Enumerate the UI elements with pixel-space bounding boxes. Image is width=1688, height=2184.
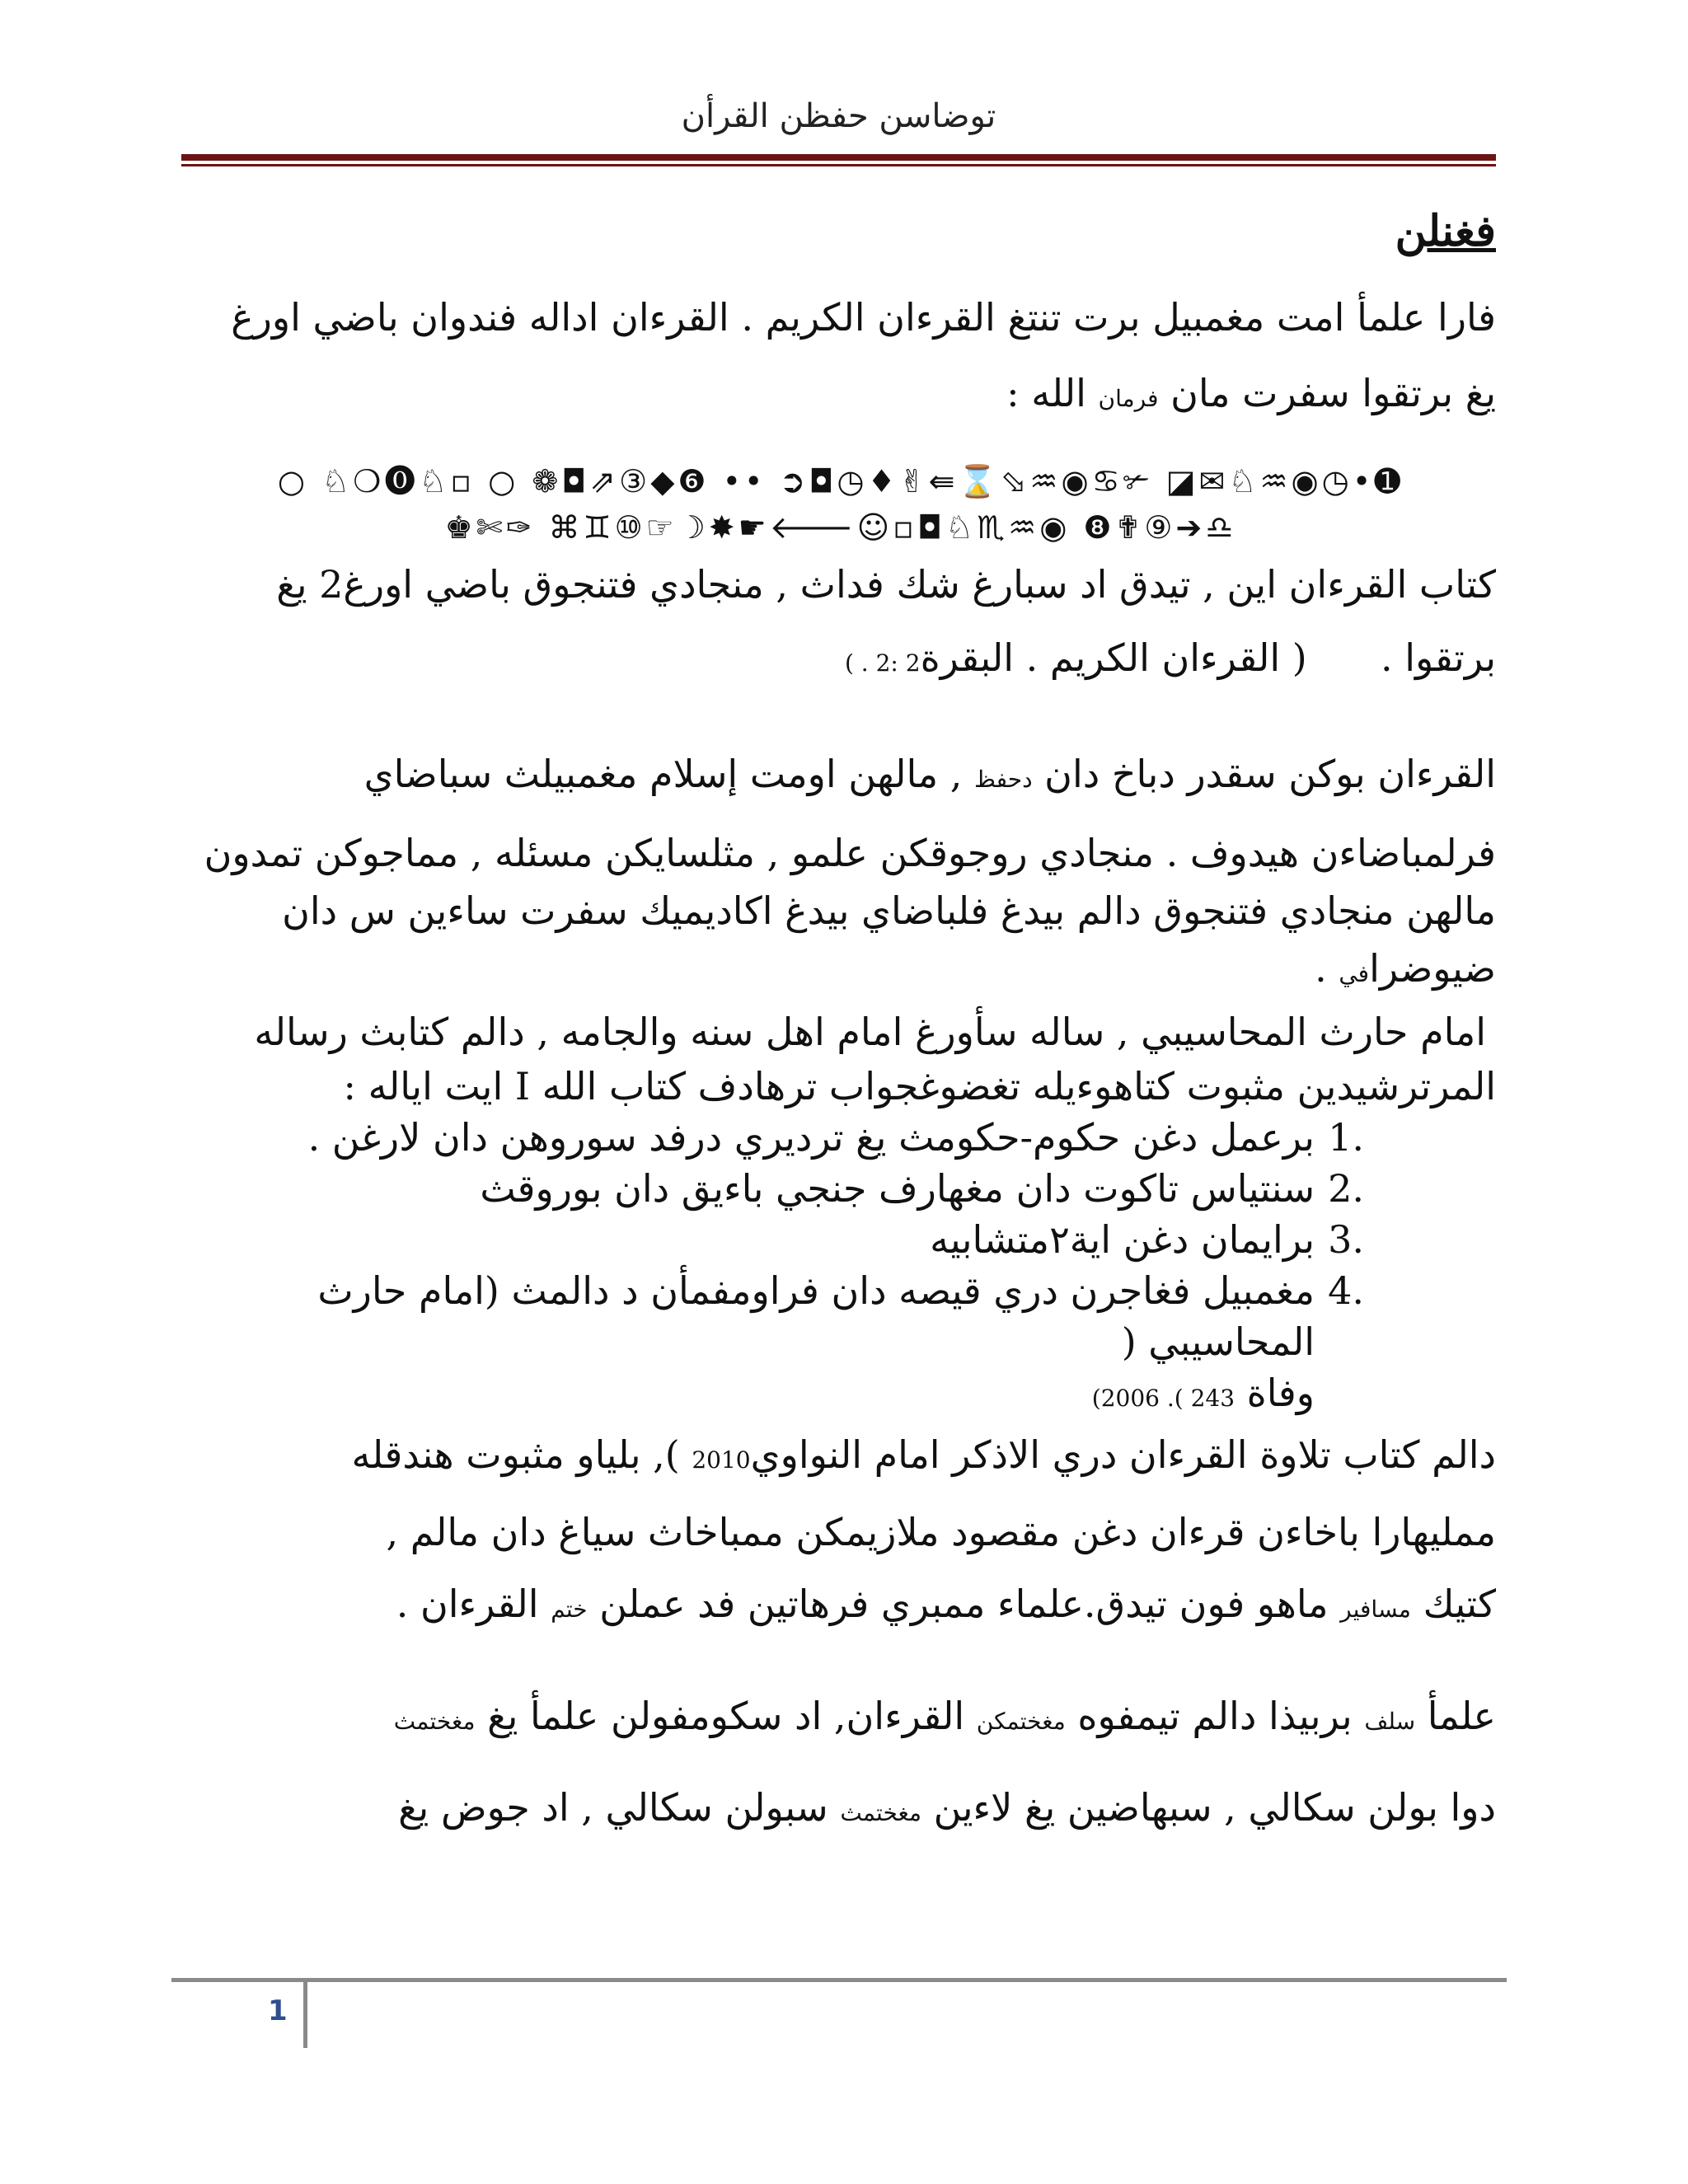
p2-line-4-end: .	[1315, 946, 1327, 991]
p5-line-1-a: علمأ	[1427, 1694, 1496, 1738]
p4-line-3-c: القرءان .	[396, 1582, 539, 1626]
list-item	[185, 1265, 1364, 1424]
list-item	[185, 1163, 1364, 1214]
list-item-text: برايمان دغن اية٢متشابيه	[930, 1217, 1315, 1262]
list-item-text: برعمل دغن حكوم-حكومث يغ ترديري درفد سوروهن دان لارغن .	[307, 1115, 1315, 1160]
paragraph-3-line-2: المرترشيدين مثبوت كتاهوءيله تغضوغجواب ترهادف كتاب الله I ايت اياله :	[343, 1064, 1496, 1108]
paragraph-2-line-1	[185, 736, 1496, 818]
page-body	[185, 190, 1496, 1853]
footer-rule	[171, 1978, 1507, 1982]
list-item-continuation-small: 243 ). 2006)	[1091, 1385, 1236, 1412]
symbols-line-2: ♚✄✑ ⌘♊⑩☞☽✸☛🡐☺▫◘♘♏♒◉ ❽✟⑨➔♎	[444, 509, 1237, 546]
p4-line-3-a: كتيك	[1423, 1582, 1496, 1626]
running-header: توضاسن حفظن القرأن	[681, 97, 996, 135]
paragraph-5-line-1	[276, 1670, 1496, 1768]
intro-line-2-end: الله :	[1006, 371, 1086, 415]
translation-line-2	[185, 618, 1496, 703]
conditions-list	[185, 1112, 1496, 1424]
p4-line-3-small-1: مسافير	[1340, 1596, 1411, 1623]
list-item-number: 2.	[1328, 1166, 1364, 1211]
intro-line-2	[185, 355, 1496, 437]
paragraph-4-line-3	[276, 1577, 1496, 1637]
p5-line-2-a: دوا بولن سكالي , سبهاضين يغ لاءين	[933, 1785, 1496, 1830]
list-item-continuation: وفاة	[1246, 1371, 1315, 1415]
header-rule-thin	[181, 164, 1496, 166]
list-item-text: مغمبيل فغاجرن دري قيصه دان فراومفمأن د دالمث (امام حارث المحاسيبي (	[317, 1268, 1315, 1364]
p2-line-1-end: , مالهن اومت إسلام مغمبيلث سباضاي	[363, 752, 963, 796]
p5-line-1-c: القرءان, اد سكومفولن علمأ يغ	[487, 1694, 965, 1738]
intro-line-1: فارا علمأ امت مغمبيل برت تنتغ القرءان الكريم . القرءان اداله فندوان باضي اورغ	[231, 295, 1496, 340]
paragraph-4	[276, 1427, 1496, 1853]
p4-line-3-small-2: ختم	[551, 1596, 588, 1623]
p5-line-1-small-3: مغختمث	[393, 1708, 476, 1735]
p4-line-1-main: دالم كتاب تلاوة القرءان دري الاذكر امام النواوي	[750, 1432, 1496, 1477]
quran-verse-symbols	[185, 458, 1496, 551]
p5-line-1-small-1: سلف	[1364, 1708, 1416, 1735]
paragraph-4-line-2: ممليهارا باخاءن قرءان دغن مقصود ملازيمكن ممباخاث سياغ دان مالم ,	[386, 1510, 1496, 1554]
list-item	[185, 1112, 1364, 1163]
translation-reference: ( القرءان الكريم . البقرة	[920, 635, 1307, 680]
p2-line-1-main: القرءان بوكن سقدر دباخ دان	[1044, 752, 1496, 796]
section-heading: فغنلن	[1395, 206, 1496, 256]
list-item-number: 4.	[1328, 1268, 1364, 1313]
p5-line-2-small: مغختمث	[840, 1799, 922, 1826]
p2-line-4-main: ضيوضرا	[1369, 946, 1496, 991]
paragraph-4-line-1	[276, 1427, 1496, 1488]
paragraph-5-line-2	[276, 1768, 1496, 1853]
list-item	[185, 1214, 1364, 1265]
p4-line-1-small: 2010	[692, 1446, 751, 1474]
translation-line-1: كتاب القرءان اين , تيدق اد سبارغ شك فداث , منجادي فتنجوق باضي اورغ2 يغ	[276, 562, 1496, 607]
page-number-divider	[303, 1982, 307, 2048]
p4-line-3-b: ماهو فون تيدق.علماء ممبري فرهاتين فد عملن	[599, 1582, 1329, 1626]
p2-line-4-small: في	[1339, 960, 1370, 987]
page-number: 1	[268, 1994, 288, 2027]
header-rule-thick	[181, 154, 1496, 161]
p5-line-1-small-2: مغختمكن	[976, 1708, 1066, 1735]
paragraph-2-line-3: مالهن منجادي فتنجوق دالم بيدغ فلباضاي بيدغ اكاديميك سفرت ساءين س دان	[282, 888, 1496, 933]
list-item-number: 3.	[1328, 1217, 1364, 1262]
paragraph-2-line-4	[185, 940, 1496, 1003]
paragraph-3-line-1: امام حارث المحاسيبي , ساله سأورغ امام اهل سنه والجامه , دالم كتابث رساله	[254, 1010, 1486, 1054]
intro-line-2-main: يغ برتقوا سفرت مان	[1170, 371, 1496, 415]
list-item-text: سنتياس تاكوت دان مغهارف جنجي باءيق دان بوروقث	[480, 1166, 1315, 1211]
symbols-line-1: ○ ♘❍⓿♘▫ ○ ❁◘⇗③◆❻ •• ➲◘◷♦✌⇚⌛⬂♒◉♋✃ ◪✉♘♒◉◷•➊	[277, 463, 1404, 499]
p2-line-1-small: دحفظ	[974, 766, 1033, 793]
list-item-number: 1.	[1328, 1115, 1364, 1160]
p5-line-1-b: بربيذا دالم تيمفوه	[1077, 1694, 1353, 1738]
p5-line-2-b: سبولن سكالي , اد جوض يغ	[398, 1785, 828, 1830]
translation-line-2-main: برتقوا .	[1380, 635, 1496, 680]
paragraph-2-line-2: فرلمباضاءن هيدوف . منجادي روجوقكن علمو , مثلسايكن مسئله , مماجوكن تمدون	[204, 831, 1496, 875]
intro-line-2-small: فرمان	[1098, 385, 1159, 412]
translation-reference-small: 2 :2 . )	[844, 649, 921, 677]
p4-line-1-end: ), بلياو مثبوت هندقله	[351, 1432, 680, 1477]
